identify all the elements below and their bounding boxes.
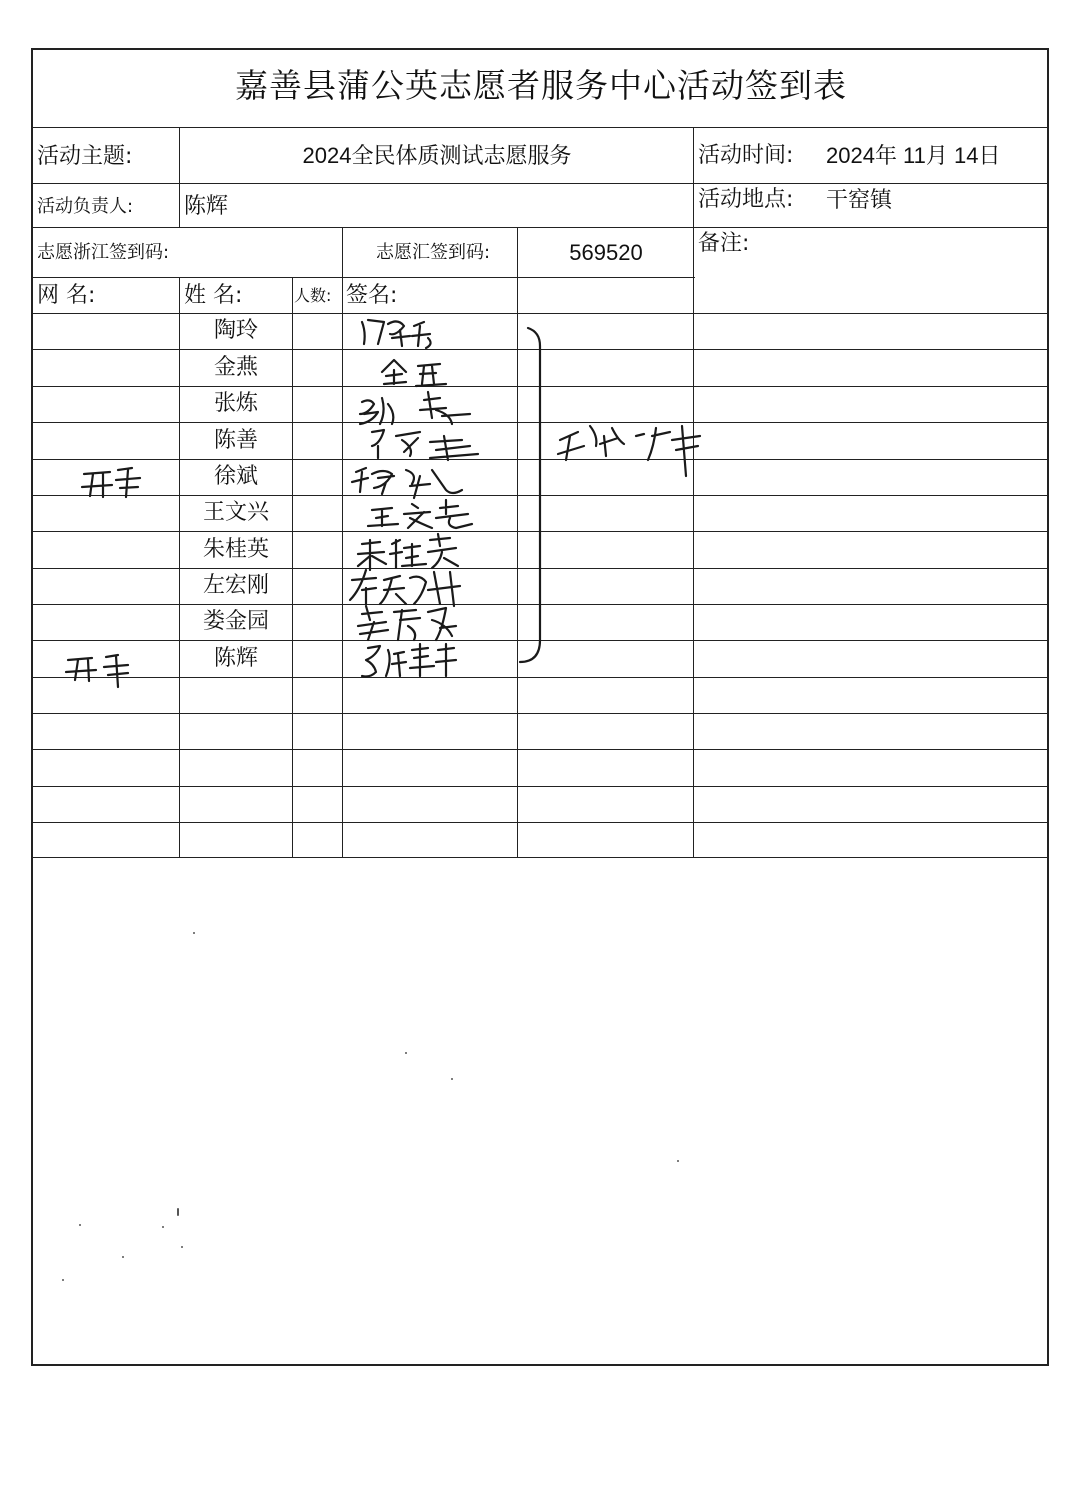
signature: [382, 360, 446, 386]
signature: [360, 392, 470, 424]
vh-code-label: 志愿汇签到码:: [376, 242, 491, 263]
volunteer-name: 左宏刚: [202, 573, 269, 598]
handwritten-note-side: [558, 426, 700, 476]
signature: [368, 500, 472, 528]
signature: [362, 644, 456, 677]
scan-speck: [177, 1208, 179, 1216]
bracket-mark: [520, 328, 540, 662]
header-name: 姓 名:: [184, 283, 243, 308]
scan-speck: [193, 932, 195, 934]
signature: [350, 570, 460, 606]
volunteer-name: 张炼: [213, 391, 258, 416]
leader-label: 活动负责人:: [37, 196, 134, 217]
header-net-name: 网 名:: [37, 283, 96, 308]
volunteer-name: 金燕: [213, 355, 258, 380]
handwritten-note-drive: [82, 468, 140, 497]
volunteer-name: 陶玲: [213, 318, 258, 343]
volunteer-name: 徐斌: [213, 464, 258, 489]
time-value: 2024年 11月 14日: [826, 143, 1001, 168]
leader-value: 陈辉: [184, 193, 229, 218]
scan-speck: [62, 1279, 64, 1281]
theme-label: 活动主题:: [37, 144, 133, 169]
header-signature: 签名:: [346, 283, 398, 308]
scan-speck: [79, 1224, 81, 1226]
volunteer-name: 王文兴: [202, 500, 269, 525]
signature: [358, 606, 456, 640]
signature: [352, 468, 462, 498]
scan-speck: [405, 1052, 407, 1054]
header-count: 人数:: [294, 286, 332, 305]
signature: [372, 430, 478, 460]
form-title: 嘉善县蒲公英志愿者服务中心活动签到表: [235, 66, 847, 105]
remarks-label: 备注:: [698, 231, 750, 256]
location-label: 活动地点:: [698, 187, 794, 212]
signature: [362, 320, 431, 348]
location-value: 干窑镇: [826, 187, 893, 212]
vh-code-value: 569520: [569, 240, 643, 265]
scan-speck: [122, 1256, 124, 1258]
scan-speck: [181, 1246, 183, 1248]
scan-speck: [162, 1226, 164, 1228]
scan-speck: [451, 1078, 453, 1080]
zj-code-label: 志愿浙江签到码:: [37, 242, 170, 263]
signature: [358, 534, 458, 570]
handwritten-note-drive: [66, 655, 128, 687]
volunteer-name: 朱桂英: [202, 537, 269, 562]
volunteer-name: 陈善: [213, 428, 258, 453]
volunteer-name: 娄金园: [202, 609, 269, 634]
scan-speck: [677, 1160, 679, 1162]
time-label: 活动时间:: [698, 143, 794, 168]
theme-value: 2024全民体质测试志愿服务: [302, 143, 572, 168]
volunteer-name: 陈辉: [213, 646, 258, 671]
